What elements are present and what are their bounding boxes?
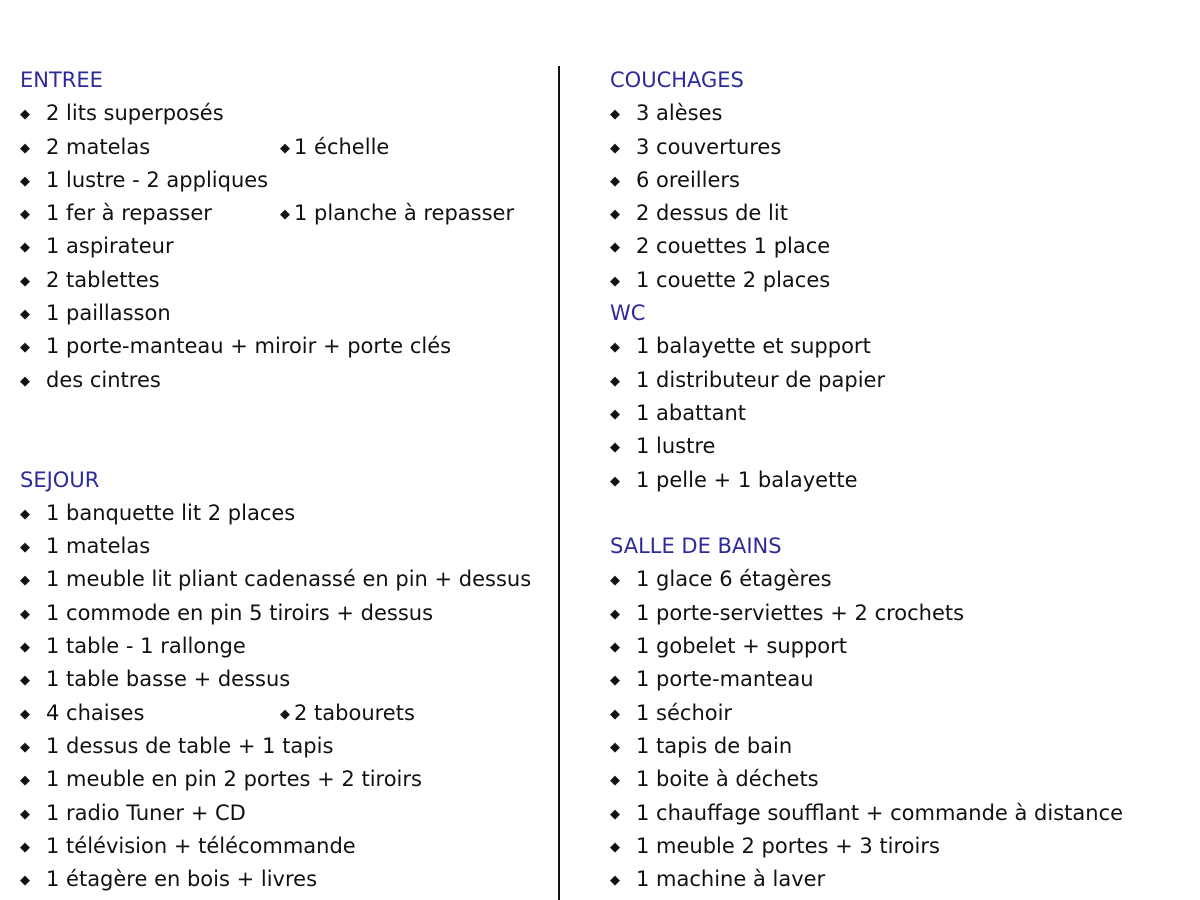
section-title-sejour: SEJOUR: [20, 467, 100, 492]
bullet-icon: ◆: [610, 739, 620, 755]
list-item: [610, 464, 1190, 497]
list-item: [610, 97, 1190, 130]
list-item-text: 2 lits superposés: [46, 101, 224, 126]
section-list-salle-de-bains: [610, 563, 1190, 896]
list-item-text: 1 banquette lit 2 places: [46, 500, 296, 525]
bullet-icon: ◆: [610, 573, 620, 589]
bullet-icon: ◆: [610, 773, 620, 789]
list-item-text: 1 fer à repasser: [46, 201, 212, 226]
list-item-text: 1 dessus de table + 1 tapis: [46, 733, 334, 758]
list-item: [610, 730, 1190, 763]
list-item-text: 1 matelas: [46, 534, 151, 559]
section-title-salle-de-bains: SALLE DE BAINS: [610, 534, 782, 559]
list-item: [610, 697, 1190, 730]
list-item-extra-text: 1 échelle: [294, 134, 390, 159]
list-item-extra-text: 2 tabourets: [294, 700, 415, 725]
bullet-icon: ◆: [610, 873, 620, 889]
list-item: [610, 597, 1190, 630]
list-item: [20, 597, 550, 630]
list-item: [610, 197, 1190, 230]
list-item-text: 1 meuble 2 portes + 3 tiroirs: [636, 833, 940, 858]
bullet-icon: ◆: [610, 406, 620, 422]
list-item: [20, 663, 550, 696]
section-title-entree: ENTREE: [20, 68, 103, 92]
list-item: [610, 863, 1190, 896]
list-item: [610, 797, 1190, 830]
bullet-icon: ◆: [20, 173, 30, 189]
list-item-text: 1 tapis de bain: [636, 733, 793, 758]
bullet-icon: ◆: [20, 773, 30, 789]
bullet-icon: ◆: [20, 307, 30, 323]
bullet-icon: ◆: [20, 107, 30, 123]
list-item-text: 1 distributeur de papier: [636, 367, 886, 392]
list-item-text: 1 machine à laver: [636, 867, 826, 892]
bullet-icon: ◆: [610, 706, 620, 722]
list-item: [20, 763, 550, 796]
list-item: [610, 830, 1190, 863]
list-item: [20, 630, 550, 663]
bullet-icon: ◆: [610, 240, 620, 256]
list-item: [20, 197, 550, 230]
list-item: [610, 563, 1190, 596]
bullet-icon: ◆: [610, 107, 620, 123]
list-item-extra: [280, 697, 415, 731]
list-item-text: 1 paillasson: [46, 301, 171, 326]
list-item-text: 3 alèses: [636, 101, 723, 126]
section-list-entree: [20, 97, 550, 397]
right-column: [610, 64, 1190, 896]
bullet-icon: ◆: [20, 273, 30, 289]
list-item: [610, 164, 1190, 197]
list-item: [20, 530, 550, 563]
list-item-text: 1 gobelet + support: [636, 634, 848, 659]
list-item-text: 1 aspirateur: [46, 234, 174, 259]
bullet-icon: ◆: [280, 706, 290, 722]
list-item-text: 1 séchoir: [636, 700, 733, 725]
bullet-icon: ◆: [610, 606, 620, 622]
list-item: [610, 430, 1190, 463]
list-item: [610, 230, 1190, 263]
list-item: [20, 797, 550, 830]
bullet-icon: ◆: [20, 739, 30, 755]
bullet-icon: ◆: [610, 839, 620, 855]
list-item: [610, 663, 1190, 696]
bullet-icon: ◆: [20, 540, 30, 556]
bullet-icon: ◆: [610, 173, 620, 189]
bullet-icon: ◆: [20, 873, 30, 889]
bullet-icon: ◆: [280, 207, 290, 223]
list-item-text: 3 couvertures: [636, 134, 782, 159]
list-item-text: 1 couette 2 places: [636, 267, 831, 292]
bullet-icon: ◆: [610, 673, 620, 689]
list-item-text: 1 table basse + dessus: [46, 667, 291, 692]
list-item-text: 1 balayette et support: [636, 334, 871, 359]
bullet-icon: ◆: [610, 273, 620, 289]
list-item-text: 1 glace 6 étagères: [636, 567, 832, 592]
list-item-text: 1 boite à déchets: [636, 767, 819, 792]
list-item: [20, 830, 550, 863]
bullet-icon: ◆: [610, 140, 620, 156]
list-item: [610, 763, 1190, 796]
list-item: [20, 863, 550, 896]
list-item-text: 1 meuble lit pliant cadenassé en pin + dessus: [46, 567, 532, 592]
list-item: [610, 397, 1190, 430]
bullet-icon: ◆: [610, 473, 620, 489]
list-item-text: 1 table - 1 rallonge: [46, 634, 246, 659]
column-divider: [558, 66, 560, 900]
section-list-couchages: [610, 97, 1190, 297]
list-item-text: 1 porte-manteau + miroir + porte clés: [46, 334, 452, 359]
list-item: [610, 364, 1190, 397]
list-item: [610, 630, 1190, 663]
bullet-icon: ◆: [20, 506, 30, 522]
list-item: [20, 131, 550, 164]
section-list-wc: [610, 330, 1190, 496]
list-item: [610, 330, 1190, 363]
bullet-icon: ◆: [20, 640, 30, 656]
list-item-extra: [280, 197, 514, 231]
list-item-text: 2 dessus de lit: [636, 201, 788, 226]
bullet-icon: ◆: [20, 839, 30, 855]
bullet-icon: ◆: [610, 440, 620, 456]
bullet-icon: ◆: [610, 373, 620, 389]
bullet-icon: ◆: [20, 207, 30, 223]
list-item-text: 1 radio Tuner + CD: [46, 800, 246, 825]
list-item-text: 2 matelas: [46, 134, 151, 159]
list-item-text: 1 télévision + télécommande: [46, 833, 356, 858]
list-item: [20, 297, 550, 330]
bullet-icon: ◆: [20, 140, 30, 156]
list-item-text: 6 oreillers: [636, 167, 740, 192]
bullet-icon: ◆: [20, 806, 30, 822]
list-item: [610, 264, 1190, 297]
bullet-icon: ◆: [20, 573, 30, 589]
left-column: [20, 64, 550, 896]
list-item: [20, 730, 550, 763]
list-item: [20, 230, 550, 263]
list-item-text: 1 étagère en bois + livres: [46, 867, 318, 892]
bullet-icon: ◆: [610, 806, 620, 822]
list-item: [20, 497, 550, 530]
list-item: [20, 97, 550, 130]
list-item-text: 2 tablettes: [46, 267, 160, 292]
bullet-icon: ◆: [20, 240, 30, 256]
list-item-text: 1 porte-manteau: [636, 667, 814, 692]
list-item-text: 1 lustre: [636, 434, 716, 459]
list-item-extra-text: 1 planche à repasser: [294, 201, 515, 226]
bullet-icon: ◆: [610, 207, 620, 223]
bullet-icon: ◆: [610, 640, 620, 656]
list-item: [20, 264, 550, 297]
list-item-text: 1 abattant: [636, 400, 746, 425]
section-title-couchages: COUCHAGES: [610, 68, 744, 92]
list-item-extra: [280, 131, 389, 165]
bullet-icon: ◆: [20, 373, 30, 389]
list-item-text: 1 pelle + 1 balayette: [636, 467, 858, 492]
list-item-text: 1 porte-serviettes + 2 crochets: [636, 600, 965, 625]
bullet-icon: ◆: [20, 706, 30, 722]
bullet-icon: ◆: [20, 606, 30, 622]
list-item-text: 1 chauffage soufflant + commande à distance: [636, 800, 1124, 825]
list-item: [20, 364, 550, 397]
list-item: [610, 131, 1190, 164]
list-item-text: 1 meuble en pin 2 portes + 2 tiroirs: [46, 767, 422, 792]
section-list-sejour: [20, 497, 550, 897]
list-item: [20, 330, 550, 363]
bullet-icon: ◆: [20, 673, 30, 689]
list-item-text: 1 lustre - 2 appliques: [46, 167, 269, 192]
list-item: [20, 697, 550, 730]
list-item-text: 1 commode en pin 5 tiroirs + dessus: [46, 600, 434, 625]
section-title-wc: WC: [610, 301, 646, 326]
bullet-icon: ◆: [280, 140, 290, 156]
bullet-icon: ◆: [20, 340, 30, 356]
bullet-icon: ◆: [610, 340, 620, 356]
list-item: [20, 164, 550, 197]
list-item-text: 2 couettes 1 place: [636, 234, 831, 259]
list-item-text: 4 chaises: [46, 700, 145, 725]
list-item-text: des cintres: [46, 367, 161, 392]
list-item: [20, 563, 550, 596]
